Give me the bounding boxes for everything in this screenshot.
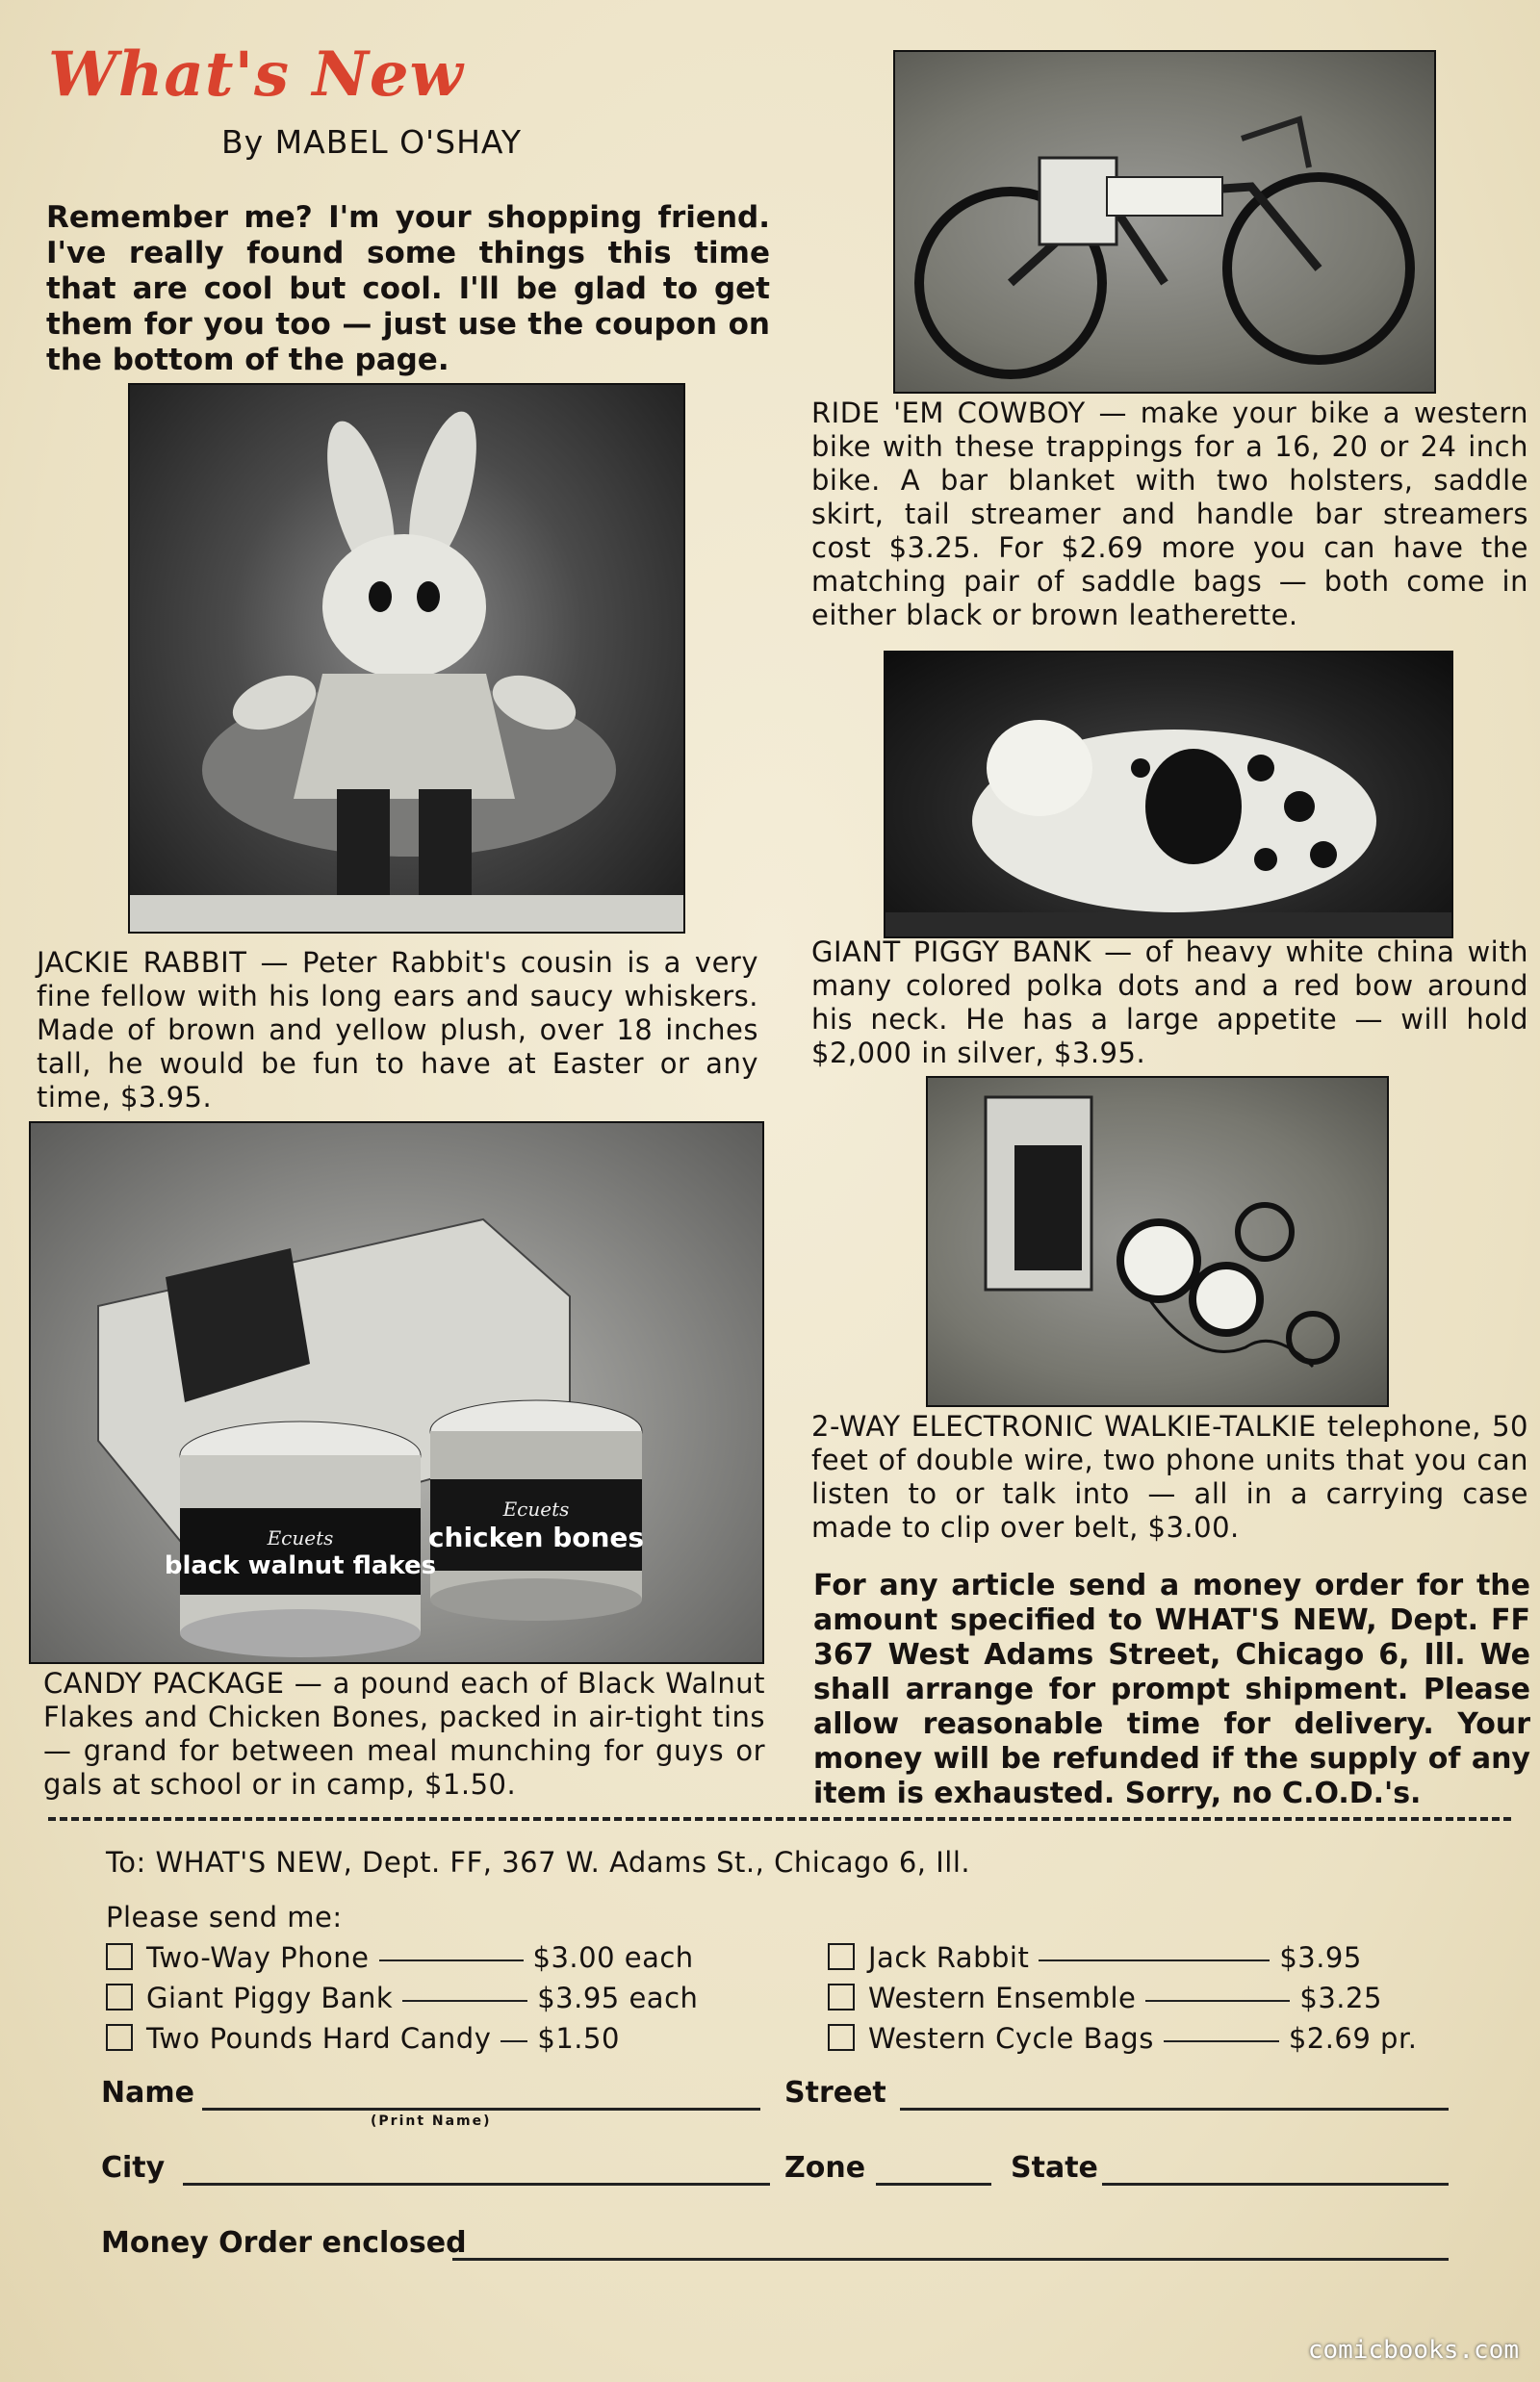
can1-brand: Ecuets	[267, 1526, 334, 1550]
coupon-address: To: WHAT'S NEW, Dept. FF, 367 W. Adams St., Chicago 6, Ill.	[106, 1846, 971, 1879]
checkbox[interactable]	[828, 1943, 855, 1970]
checkbox[interactable]	[828, 2024, 855, 2051]
coupon-please-send: Please send me:	[106, 1901, 343, 1934]
name-field[interactable]	[202, 2108, 760, 2111]
rabbit-illustration	[130, 385, 683, 932]
order-item-label: Two Pounds Hard Candy	[146, 2022, 492, 2055]
leader-line	[379, 1959, 524, 1961]
leader-line	[500, 2040, 527, 2042]
can2-brand: Ecuets	[502, 1498, 570, 1521]
rabbit-photo	[128, 383, 685, 934]
order-item-jack-rabbit[interactable]	[828, 1941, 1362, 1974]
order-item-label: Western Ensemble	[868, 1982, 1137, 2014]
city-label: City	[101, 2151, 166, 2185]
piggy-caption: GIANT PIGGY BANK — of heavy white china with many colored polka dots and a red bow around his neck. He has a large appetite — will hold $2,000 in silver, $3.95.	[811, 935, 1528, 1069]
order-item-hard-candy[interactable]	[106, 2022, 620, 2055]
site-watermark: comicbooks.com	[1307, 2336, 1519, 2365]
order-item-price: $1.50	[537, 2022, 620, 2055]
can2-label: chicken bones	[427, 1522, 645, 1553]
order-item-label: Jack Rabbit	[868, 1941, 1030, 1974]
order-item-giant-piggy-bank[interactable]	[106, 1982, 698, 2014]
money-order-label: Money Order enclosed	[101, 2226, 467, 2260]
byline: By MABEL O'SHAY	[221, 123, 523, 161]
leader-line	[1039, 1959, 1270, 1961]
street-field[interactable]	[900, 2108, 1449, 2111]
city-field[interactable]	[183, 2183, 770, 2186]
street-label: Street	[784, 2076, 886, 2110]
order-item-western-ensemble[interactable]	[828, 1982, 1382, 2014]
checkbox[interactable]	[828, 1984, 855, 2011]
walkie-talkie-illustration	[928, 1078, 1387, 1405]
order-item-label: Giant Piggy Bank	[146, 1982, 394, 2014]
name-label: Name	[101, 2076, 194, 2110]
order-item-price: $3.25	[1299, 1982, 1382, 2014]
candy-illustration	[31, 1123, 762, 1662]
state-field[interactable]	[1102, 2183, 1449, 2186]
page-title: What's New	[48, 38, 464, 111]
bike-illustration	[895, 52, 1434, 392]
print-name-hint: (Print Name)	[371, 2113, 492, 2129]
checkbox[interactable]	[106, 1984, 133, 2011]
order-item-price: $3.95 each	[537, 1982, 699, 2014]
intro-text: Remember me? I'm your shopping friend. I've really found some things this time that are cool but cool. I'll be glad to get them for you too — just use the coupon on the bottom of the page.	[46, 200, 770, 377]
order-item-price: $2.69 pr.	[1288, 2022, 1418, 2055]
leader-line	[1145, 2000, 1290, 2002]
order-instructions: For any article send a money order for the amount specified to WHAT'S NEW, Dept. FF 367 West Adams Street, Chicago 6, Ill. We shall arrange for prompt shipment. Please allow reasonable time for delivery. Your money will be refunded if the supply of any item is exhausted. Sorry, no C.O.D.'s.	[813, 1569, 1530, 1810]
order-item-price: $3.00 each	[532, 1941, 694, 1974]
money-order-field[interactable]	[452, 2258, 1449, 2261]
state-label: State	[1011, 2151, 1098, 2185]
can1-label: black walnut flakes	[164, 1551, 437, 1580]
candy-caption: CANDY PACKAGE — a pound each of Black Walnut Flakes and Chicken Bones, packed in air-tight tins — grand for between meal munching for guys or gals at school or in camp, $1.50.	[43, 1667, 765, 1801]
zone-field[interactable]	[876, 2183, 991, 2186]
checkbox[interactable]	[106, 2024, 133, 2051]
walkie-talkie-caption: 2-WAY ELECTRONIC WALKIE-TALKIE telephone, 50 feet of double wire, two phone units that you can listen to or talk into — all in a carrying case made to clip over belt, $3.00.	[811, 1410, 1528, 1544]
candy-photo	[29, 1121, 764, 1664]
rabbit-caption: JACKIE RABBIT — Peter Rabbit's cousin is a very fine fellow with his long ears and saucy whiskers. Made of brown and yellow plush, over 18 inches tall, he would be fun to have at Easter or any time, $3.95.	[37, 946, 758, 1114]
order-item-western-cycle-bags[interactable]	[828, 2022, 1417, 2055]
bike-photo	[893, 50, 1436, 394]
coupon-cut-line	[48, 1817, 1511, 1821]
piggy-photo	[884, 651, 1453, 938]
leader-line	[402, 2000, 527, 2002]
walkie-talkie-photo	[926, 1076, 1389, 1407]
zone-label: Zone	[784, 2151, 866, 2185]
leader-line	[1164, 2040, 1279, 2042]
order-item-price: $3.95	[1279, 1941, 1362, 1974]
order-item-label: Two-Way Phone	[146, 1941, 370, 1974]
checkbox[interactable]	[106, 1943, 133, 1970]
order-item-two-way-phone[interactable]	[106, 1941, 694, 1974]
cowboy-caption: RIDE 'EM COWBOY — make your bike a western bike with these trappings for a 16, 20 or 24 inch bike. A bar blanket with two holsters, saddle skirt, tail streamer and handle bar streamers cost $3.25. For $2.69 more you can have the matching pair of saddle bags — both come in either black or brown leatherette.	[811, 397, 1528, 631]
order-item-label: Western Cycle Bags	[868, 2022, 1154, 2055]
piggy-illustration	[886, 653, 1451, 936]
